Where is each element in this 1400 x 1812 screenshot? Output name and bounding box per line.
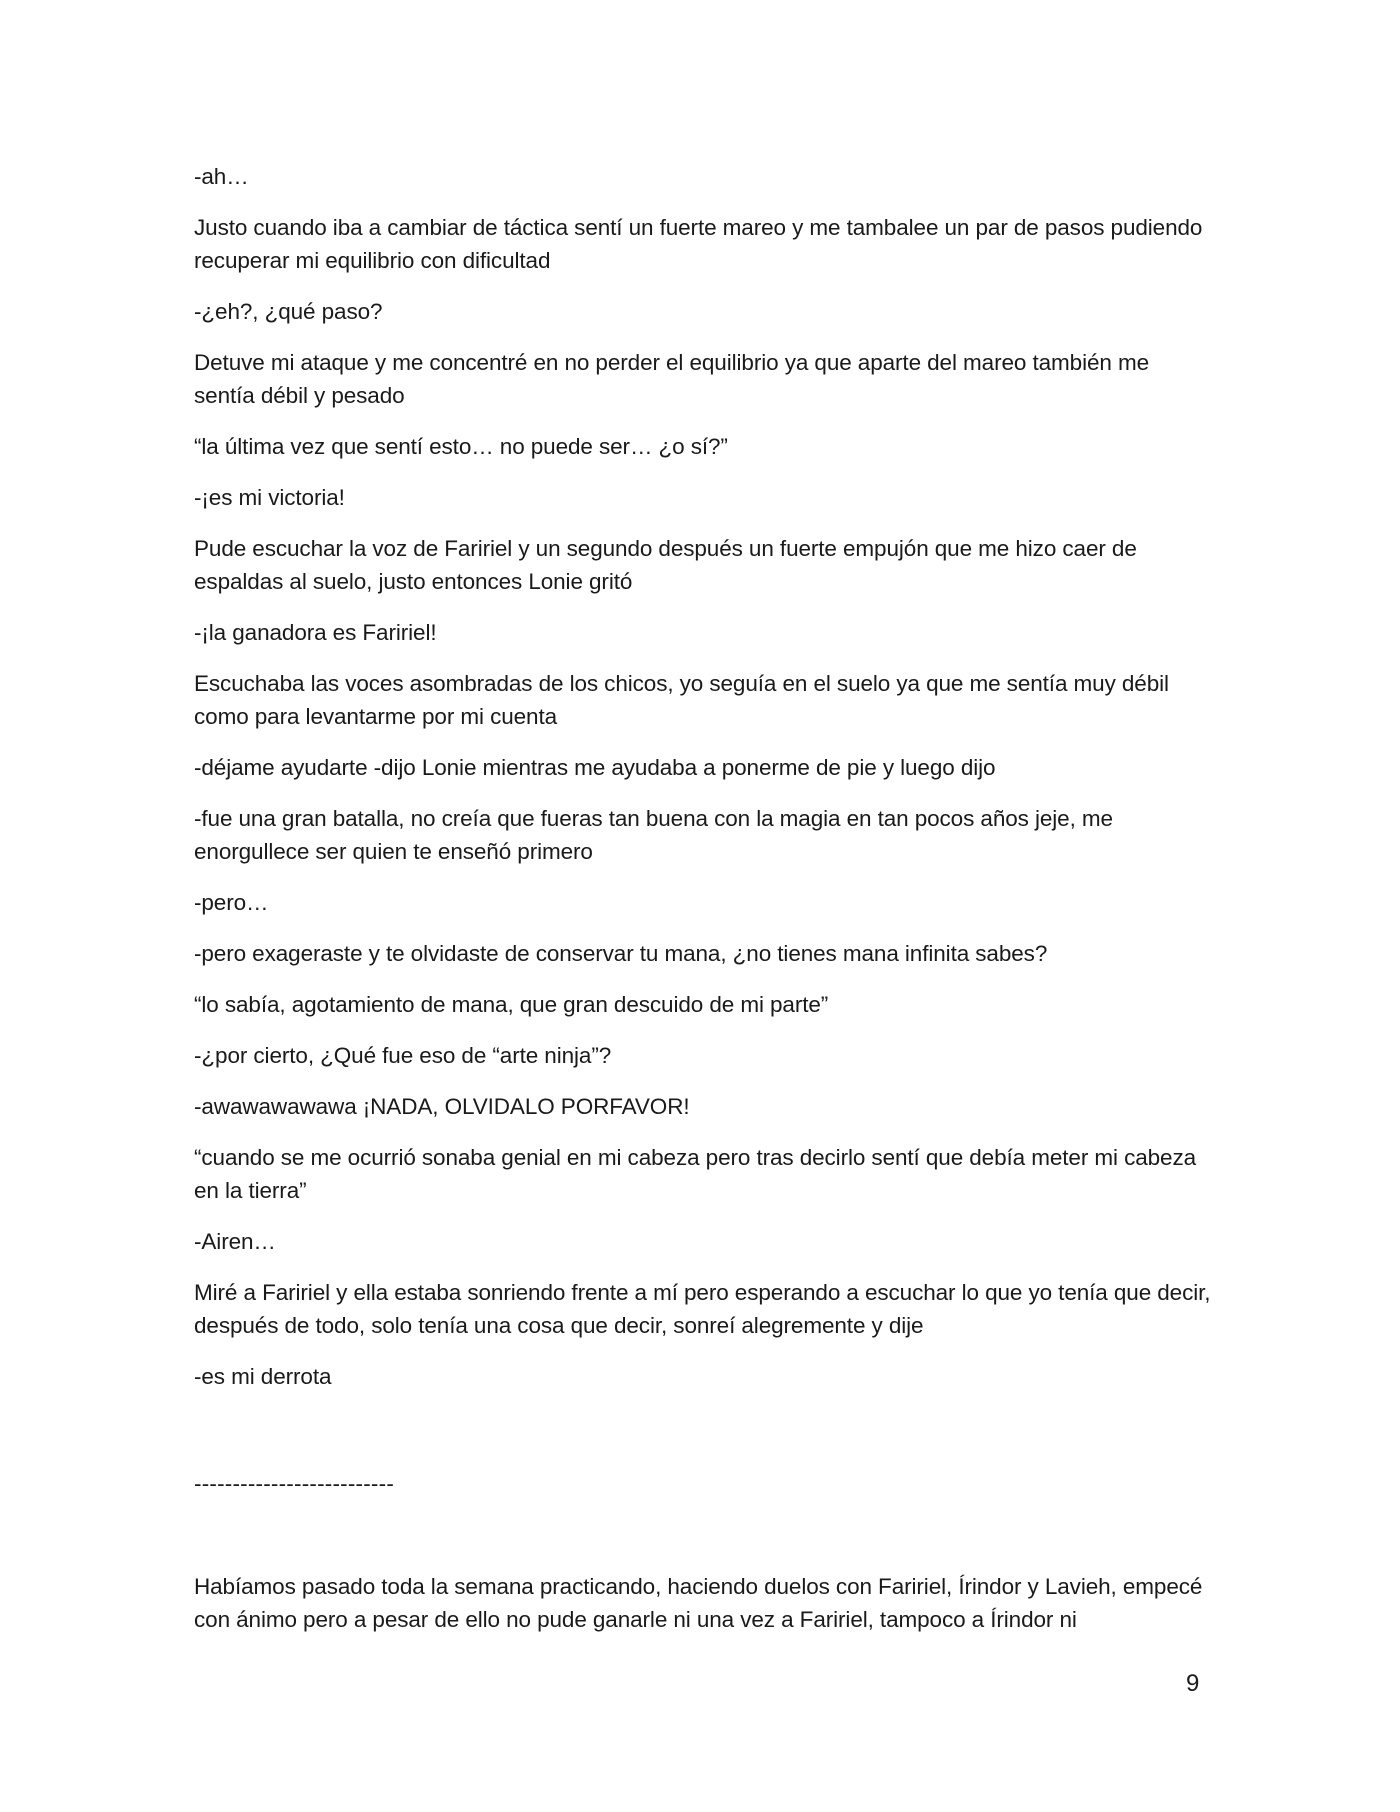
paragraph: -¿por cierto, ¿Qué fue eso de “arte ninja”? <box>194 1043 612 1068</box>
spacer <box>194 1411 1214 1467</box>
paragraph: Detuve mi ataque y me concentré en no perder el equilibrio ya que aparte del mareo también me sentía débil y pesado <box>194 350 1150 408</box>
paragraph: “la última vez que sentí esto… no puede ser… ¿o sí?” <box>194 434 728 459</box>
paragraph: -¡la ganadora es Faririel! <box>194 620 437 645</box>
paragraph: -ah… <box>194 164 249 189</box>
paragraph: -es mi derrota <box>194 1364 332 1389</box>
paragraph: -déjame ayudarte -dijo Lonie mientras me ayudaba a ponerme de pie y luego dijo <box>194 755 996 780</box>
paragraph: -pero exageraste y te olvidaste de conservar tu mana, ¿no tienes mana infinita sabes? <box>194 941 1048 966</box>
paragraph: Miré a Faririel y ella estaba sonriendo frente a mí pero esperando a escuchar lo que yo tenía que decir, después de todo, solo tenía una cosa que decir, sonreí alegremente y dije <box>194 1280 1211 1338</box>
paragraph: “cuando se me ocurrió sonaba genial en mi cabeza pero tras decirlo sentí que debía meter mi cabeza en la tierra” <box>194 1145 1197 1203</box>
body-text <box>194 160 1214 1654</box>
paragraph: “lo sabía, agotamiento de mana, que gran descuido de mi parte” <box>194 992 829 1017</box>
scene-separator: -------------------------- <box>194 1471 395 1496</box>
paragraph: Justo cuando iba a cambiar de táctica sentí un fuerte mareo y me tambalee un par de pasos pudiendo recuperar mi equilibrio con dificultad <box>194 215 1203 273</box>
paragraph: Pude escuchar la voz de Faririel y un segundo después un fuerte empujón que me hizo caer de espaldas al suelo, justo entonces Lonie gritó <box>194 536 1137 594</box>
paragraph: -fue una gran batalla, no creía que fueras tan buena con la magia en tan pocos años jeje, me enorgullece ser quien te enseñó primero <box>194 806 1113 864</box>
paragraph: -awawawawawa ¡NADA, OLVIDALO PORFAVOR! <box>194 1094 690 1119</box>
page-number: 9 <box>1186 1670 1200 1697</box>
paragraph: Habíamos pasado toda la semana practicando, haciendo duelos con Faririel, Írindor y Lavieh, empecé con ánimo pero a pesar de ello no pude ganarle ni una vez a Faririel, tampoco a Írindor ni <box>194 1574 1203 1632</box>
paragraph: -¿eh?, ¿qué paso? <box>194 299 383 324</box>
paragraph: -pero… <box>194 890 269 915</box>
spacer <box>194 1500 1214 1570</box>
paragraph: -Airen… <box>194 1229 276 1254</box>
paragraph: -¡es mi victoria! <box>194 485 345 510</box>
paragraph: Escuchaba las voces asombradas de los chicos, yo seguía en el suelo ya que me sentía muy débil como para levantarme por mi cuenta <box>194 671 1169 729</box>
